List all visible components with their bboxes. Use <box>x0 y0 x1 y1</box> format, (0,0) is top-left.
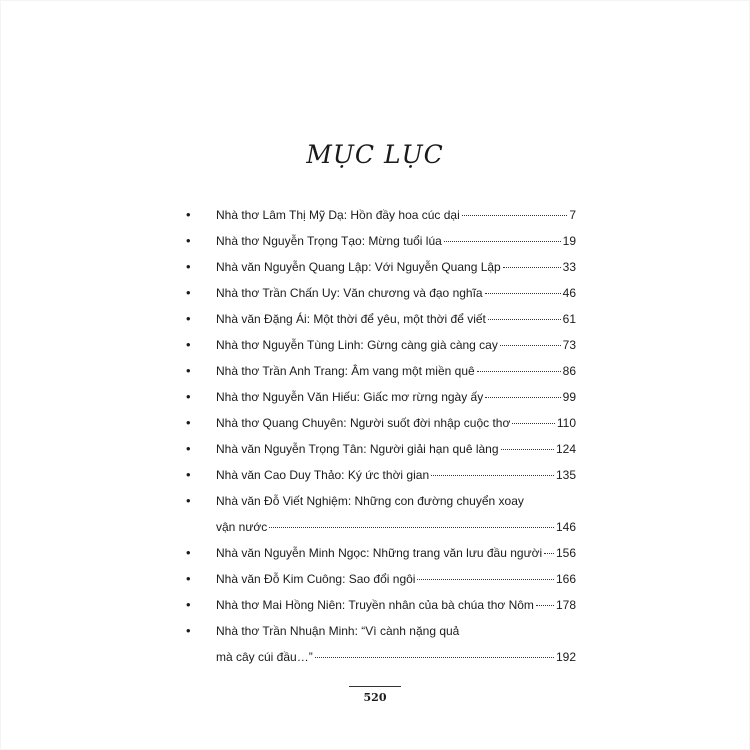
page-footer <box>0 686 750 704</box>
toc-entry <box>186 566 576 592</box>
dot-leader <box>269 527 554 528</box>
toc-entry-page: 110 <box>556 416 576 430</box>
toc-entry-row <box>216 332 576 358</box>
bullet-icon: • <box>186 285 191 300</box>
bullet-icon: • <box>186 545 191 560</box>
toc-entry-title: Nhà thơ Nguyễn Tùng Linh: Gừng càng già càng cay <box>216 338 498 352</box>
toc-entry-page: 166 <box>555 572 576 586</box>
toc-entry <box>186 410 576 436</box>
bullet-icon: • <box>186 415 191 430</box>
toc-entry-row <box>216 592 576 618</box>
toc-entry-title: Nhà văn Đặng Ái: Một thời để yêu, một thời để viết <box>216 312 486 326</box>
toc-entry-row <box>216 202 576 228</box>
dot-leader <box>417 579 554 580</box>
bullet-icon: • <box>186 233 191 248</box>
toc-entry <box>186 488 576 540</box>
toc-entry-title: Nhà thơ Mai Hồng Niên: Truyền nhân của bà chúa thơ Nôm <box>216 598 534 612</box>
toc-entry-page: 192 <box>555 650 576 664</box>
toc-entry-page: 124 <box>555 442 576 456</box>
toc-entry-title: Nhà thơ Quang Chuyên: Người suốt đời nhập cuộc thơ <box>216 416 511 430</box>
bullet-icon: • <box>186 207 191 222</box>
toc-entry-row <box>216 410 576 436</box>
dot-leader <box>488 319 561 320</box>
toc-entry-row <box>216 228 576 254</box>
bullet-icon: • <box>186 623 191 638</box>
toc-entry-row <box>216 358 576 384</box>
bullet-icon: • <box>186 337 191 352</box>
bullet-icon: • <box>186 363 191 378</box>
toc-entry-title-line: Nhà văn Đỗ Viết Nghiệm: Những con đường chuyển xoay <box>216 494 524 508</box>
toc-entry-row <box>216 514 576 540</box>
toc-entry-page: 146 <box>555 520 576 534</box>
toc-entry-page: 61 <box>562 312 576 326</box>
dot-leader <box>485 293 561 294</box>
toc-entry <box>186 384 576 410</box>
toc-entry-title: Nhà thơ Trần Chấn Uy: Văn chương và đạo nghĩa <box>216 286 483 300</box>
toc-entry <box>186 540 576 566</box>
dot-leader <box>462 215 568 216</box>
toc-entry-title: Nhà thơ Nguyễn Trọng Tạo: Mừng tuổi lúa <box>216 234 442 248</box>
page-number: 520 <box>363 691 387 704</box>
toc-entry <box>186 592 576 618</box>
toc-title: MỤC LỤC <box>306 140 444 169</box>
toc-entry-page: 19 <box>562 234 576 248</box>
toc-entry <box>186 462 576 488</box>
bullet-icon: • <box>186 389 191 404</box>
dot-leader <box>500 345 561 346</box>
dot-leader <box>431 475 554 476</box>
bullet-icon: • <box>186 311 191 326</box>
toc-entry <box>186 358 576 384</box>
dot-leader <box>512 423 555 424</box>
toc-entry-row <box>216 384 576 410</box>
toc-entry <box>186 436 576 462</box>
toc-entry <box>186 332 576 358</box>
toc-entry-row <box>216 280 576 306</box>
toc-entry <box>186 618 576 670</box>
dot-leader <box>485 397 560 398</box>
toc-entry-title: Nhà thơ Nguyễn Văn Hiếu: Giấc mơ rừng ngày ấy <box>216 390 484 404</box>
dot-leader <box>477 371 561 372</box>
toc-entry <box>186 254 576 280</box>
toc-entry-page: 135 <box>555 468 576 482</box>
toc-entry-row <box>216 540 576 566</box>
dot-leader <box>503 267 561 268</box>
dot-leader <box>315 657 554 658</box>
toc-entry-title: Nhà thơ Trần Anh Trang: Âm vang một miền quê <box>216 364 475 378</box>
toc-entry-page: 33 <box>562 260 576 274</box>
toc-entry-page: 86 <box>562 364 576 378</box>
dot-leader <box>444 241 561 242</box>
toc-entry-row <box>216 254 576 280</box>
toc-entry-row <box>216 436 576 462</box>
bullet-icon: • <box>186 441 191 456</box>
toc-entry-row <box>216 644 576 670</box>
toc-list <box>186 202 576 670</box>
toc-entry-title: Nhà văn Cao Duy Thảo: Ký ức thời gian <box>216 468 430 482</box>
toc-entry-page: 156 <box>555 546 576 560</box>
bullet-icon: • <box>186 493 191 508</box>
toc-entry-page: 7 <box>569 208 576 222</box>
bullet-icon: • <box>186 571 191 586</box>
toc-entry-title: mà cây cúi đầu…” <box>216 650 313 664</box>
toc-entry-title: Nhà văn Nguyễn Trọng Tân: Người giải hạn quê làng <box>216 442 499 456</box>
toc-entry <box>186 280 576 306</box>
toc-entry <box>186 228 576 254</box>
dot-leader <box>501 449 554 450</box>
dot-leader <box>536 605 554 606</box>
toc-entry-page: 46 <box>562 286 576 300</box>
dot-leader <box>544 553 554 554</box>
toc-entry-page: 73 <box>562 338 576 352</box>
bullet-icon: • <box>186 259 191 274</box>
toc-entry-page: 178 <box>555 598 576 612</box>
toc-entry-title: vận nước <box>216 520 268 534</box>
bullet-icon: • <box>186 597 191 612</box>
toc-entry-title: Nhà văn Đỗ Kim Cuông: Sao đổi ngôi <box>216 572 416 586</box>
toc-entry-title: Nhà văn Nguyễn Quang Lập: Với Nguyễn Quang Lập <box>216 260 501 274</box>
toc-entry-title: Nhà thơ Lâm Thị Mỹ Dạ: Hồn đầy hoa cúc dại <box>216 208 460 222</box>
toc-entry-row <box>216 462 576 488</box>
toc-entry-title: Nhà văn Nguyễn Minh Ngọc: Những trang văn lưu đầu người <box>216 546 543 560</box>
toc-entry-title-line: Nhà thơ Trần Nhuận Minh: “Vì cành nặng quả <box>216 624 460 638</box>
toc-entry <box>186 202 576 228</box>
toc-entry <box>186 306 576 332</box>
bullet-icon: • <box>186 467 191 482</box>
footer-rule <box>349 686 401 687</box>
toc-entry-row <box>216 566 576 592</box>
toc-entry-page: 99 <box>562 390 576 404</box>
toc-entry-row <box>216 306 576 332</box>
